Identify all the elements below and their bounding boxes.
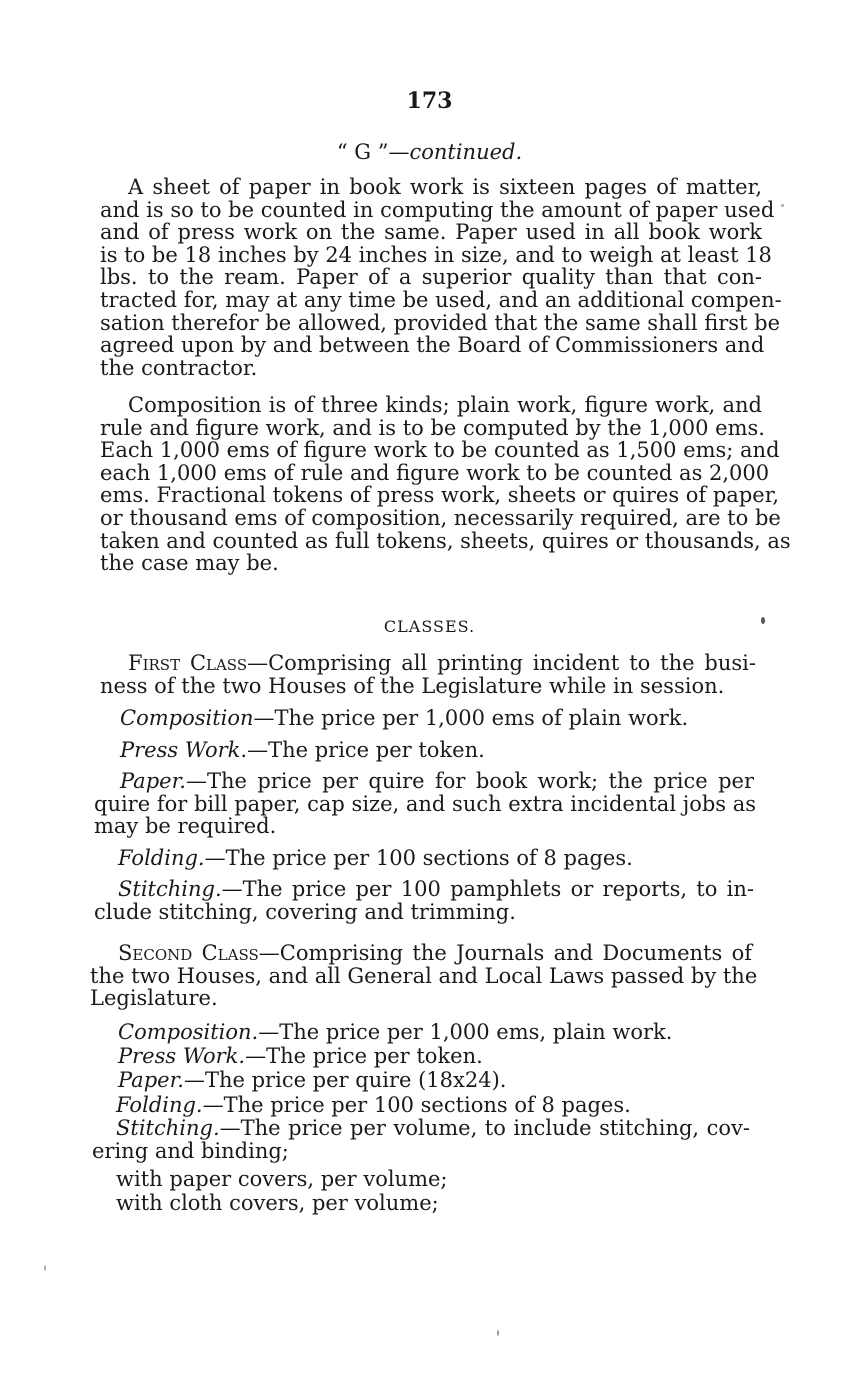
first-composition	[120, 706, 688, 730]
text-line: A sheet of paper in book work is sixteen pages of matter,	[128, 175, 762, 199]
item-label: Stitching.	[118, 877, 222, 901]
item-text: —The price per quire for book work; the price per	[185, 769, 754, 793]
paper-covers-line: with paper covers, per volume;	[116, 1167, 448, 1191]
text-line: agreed upon by and between the Board of Commissioners and	[100, 333, 765, 358]
text-line: tracted for, may at any time be used, and an additional compen-	[100, 287, 782, 312]
item-text: —The price per 100 sections of 8 pages.	[202, 1093, 631, 1117]
first-class-label: First Class	[128, 651, 248, 675]
text-line: may be required.	[94, 814, 277, 838]
second-class-label: Second Class	[118, 941, 259, 965]
text-line: the case may be.	[100, 551, 279, 576]
text-line	[100, 652, 756, 675]
running-head	[0, 140, 859, 164]
text-line: taken and counted as full tokens, sheets, quires or thousands, as	[100, 528, 791, 553]
item-label: Folding.	[118, 846, 205, 870]
text-line: ems. Fractional tokens of press work, sheets or quires of paper,	[100, 483, 780, 508]
item-label: Folding.	[116, 1093, 203, 1117]
cloth-covers-line: with cloth covers, per volume;	[116, 1191, 439, 1215]
text-line: sation therefor be allowed, provided that the same shall first be	[100, 310, 781, 335]
second-stitching	[92, 1117, 750, 1162]
second-class-text: —Comprising the Journals and Documents of	[258, 941, 752, 965]
item-label: Paper.	[120, 769, 186, 793]
text-line: and is so to be counted in computing the amount of paper used	[100, 197, 775, 222]
text-line: is to be 18 inches by 24 inches in size, and to weigh at least 18	[100, 242, 772, 267]
paragraph-composition	[100, 393, 791, 576]
first-class-intro	[100, 652, 756, 697]
text-line	[92, 1117, 750, 1140]
first-class-text: —Comprising all printing incident to the busi-	[247, 651, 756, 675]
text-line: quire for bill paper, cap size, and such extra incidental jobs as	[94, 791, 757, 816]
second-composition	[118, 1020, 672, 1044]
first-stitching	[94, 878, 754, 923]
text-line: lbs. to the ream. Paper of a superior quality than that con-	[100, 265, 762, 290]
text-line: clude stitching, covering and trimming.	[94, 899, 516, 924]
item-text: —The price per volume, to include stitching, cov-	[219, 1116, 750, 1140]
item-text: —The price per 100 sections of 8 pages.	[204, 846, 633, 870]
item-text: —The price per token.	[247, 738, 485, 762]
first-paper	[94, 769, 757, 838]
second-paper	[118, 1068, 506, 1092]
item-text: —The price per 1,000 ems, plain work.	[258, 1020, 673, 1044]
running-head-letter: “ G ”	[336, 140, 389, 164]
second-folding	[116, 1093, 631, 1117]
item-label: Paper.	[118, 1068, 184, 1092]
second-press-work	[118, 1044, 483, 1068]
classes-heading: CLASSES.	[383, 617, 476, 636]
text-line: the contractor.	[100, 355, 258, 380]
item-label: Composition.	[118, 1020, 259, 1044]
text-line: Legislature.	[90, 986, 218, 1010]
item-label: Stitching.	[116, 1116, 220, 1140]
text-line: Composition is of three kinds; plain work, figure work, and	[128, 393, 762, 417]
item-label: Press Work.	[118, 1044, 246, 1068]
ink-speck	[497, 1330, 499, 1336]
text-line: and of press work on the same. Paper used in all book work	[100, 220, 762, 245]
text-line: ering and binding;	[92, 1138, 289, 1163]
ink-speck	[44, 1265, 46, 1271]
text-line: each 1,000 ems of rule and figure work to be counted as 2,000	[100, 460, 770, 485]
text-line	[90, 942, 752, 965]
text-line	[94, 770, 754, 793]
item-text: —The price per token.	[245, 1044, 483, 1068]
item-label: Press Work.	[120, 738, 248, 762]
ink-speck	[761, 617, 765, 624]
first-folding	[118, 846, 633, 870]
page-number: 173	[406, 88, 453, 114]
ink-speck	[781, 204, 784, 207]
text-line: or thousand ems of composition, necessarily required, are to be	[100, 505, 781, 530]
item-text: —The price per 1,000 ems of plain work.	[253, 706, 689, 730]
text-line: ness of the two Houses of the Legislature while in session.	[100, 673, 725, 698]
text-line: the two Houses, and all General and Local Laws passed by the	[90, 963, 758, 988]
item-text: —The price per 100 pamphlets or reports, to in-	[221, 877, 754, 901]
paragraph-paper	[100, 175, 782, 380]
item-label: Composition	[120, 706, 254, 730]
text-line	[94, 878, 754, 901]
item-text: —The price per quire (18x24).	[183, 1068, 507, 1092]
text-line: rule and figure work, and is to be computed by the 1,000 ems.	[100, 415, 765, 440]
running-head-continued: —continued.	[388, 140, 523, 164]
text-line: Each 1,000 ems of figure work to be counted as 1,500 ems; and	[100, 438, 780, 463]
second-class-intro	[90, 941, 758, 1010]
first-press-work	[120, 738, 485, 762]
